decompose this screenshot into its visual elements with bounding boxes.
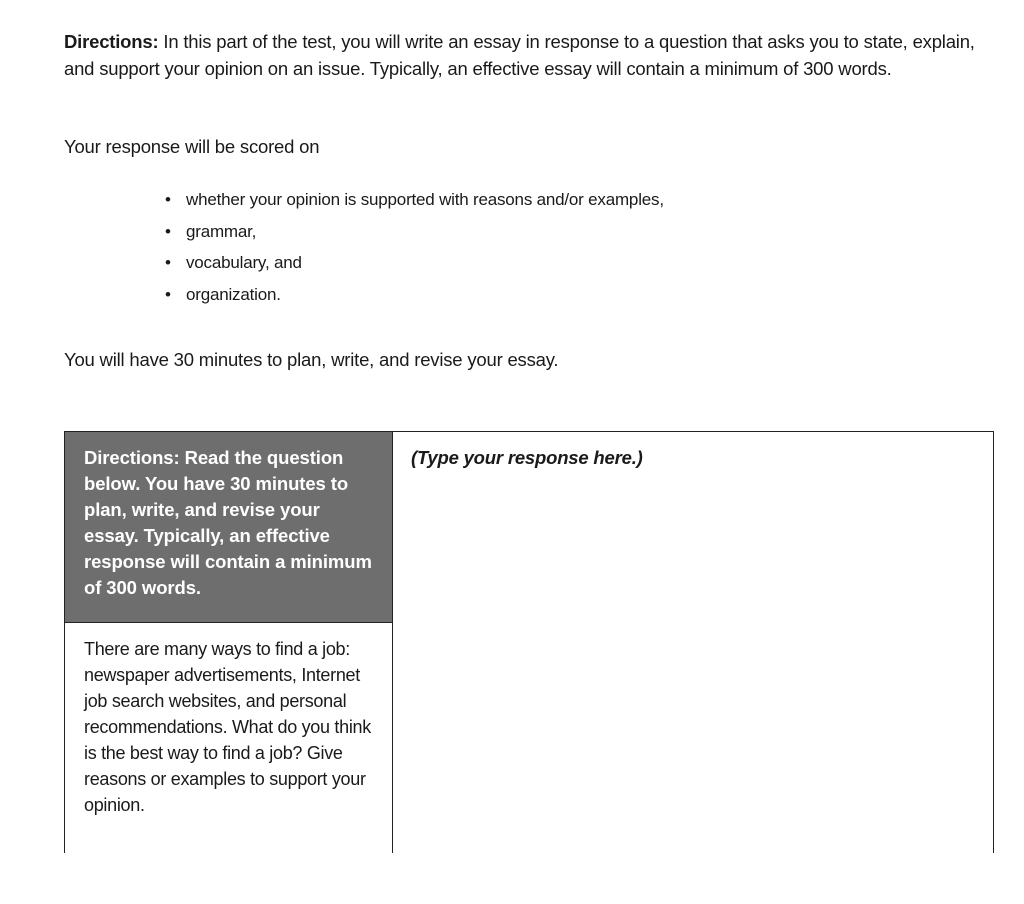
intro-label: Directions: bbox=[64, 31, 159, 52]
bullet-icon: • bbox=[165, 253, 171, 272]
essay-question: There are many ways to find a job: newspaper advertisements, Internet job search websites, and personal recommendations. What do you think is the best way to find a job? Give reasons or examples to support your opinion. bbox=[84, 639, 371, 815]
criteria-item bbox=[162, 250, 664, 282]
response-placeholder: (Type your response here.) bbox=[411, 447, 643, 468]
criteria-text: whether your opinion is supported with reasons and/or examples, bbox=[186, 190, 664, 209]
criteria-text: grammar, bbox=[186, 221, 257, 241]
scoring-heading: Your response will be scored on bbox=[64, 136, 320, 157]
criteria-item bbox=[162, 219, 664, 251]
bullet-icon: • bbox=[165, 221, 171, 241]
intro-text: In this part of the test, you will write an essay in response to a question that asks you to state, explain, and support your opinion on an issue. Typically, an effective essay will contain a minimum of 300 words. bbox=[64, 31, 975, 79]
criteria-text: organization. bbox=[186, 284, 281, 304]
bullet-icon: • bbox=[165, 190, 171, 209]
prompt-column bbox=[65, 432, 393, 853]
bullet-icon: • bbox=[165, 284, 171, 304]
intro-paragraph bbox=[64, 28, 1004, 82]
criteria-item bbox=[162, 282, 664, 314]
task-directions: Directions: Read the question below. You have 30 minutes to plan, write, and revise your essay. Typically, an effective response will contain a minimum of 300 words. bbox=[65, 432, 392, 623]
criteria-item bbox=[162, 187, 664, 219]
response-table bbox=[64, 431, 994, 853]
time-note: You will have 30 minutes to plan, write, and revise your essay. bbox=[64, 349, 559, 370]
response-area[interactable] bbox=[393, 432, 993, 853]
criteria-text: vocabulary, and bbox=[186, 253, 302, 272]
scoring-criteria-list bbox=[162, 187, 664, 313]
